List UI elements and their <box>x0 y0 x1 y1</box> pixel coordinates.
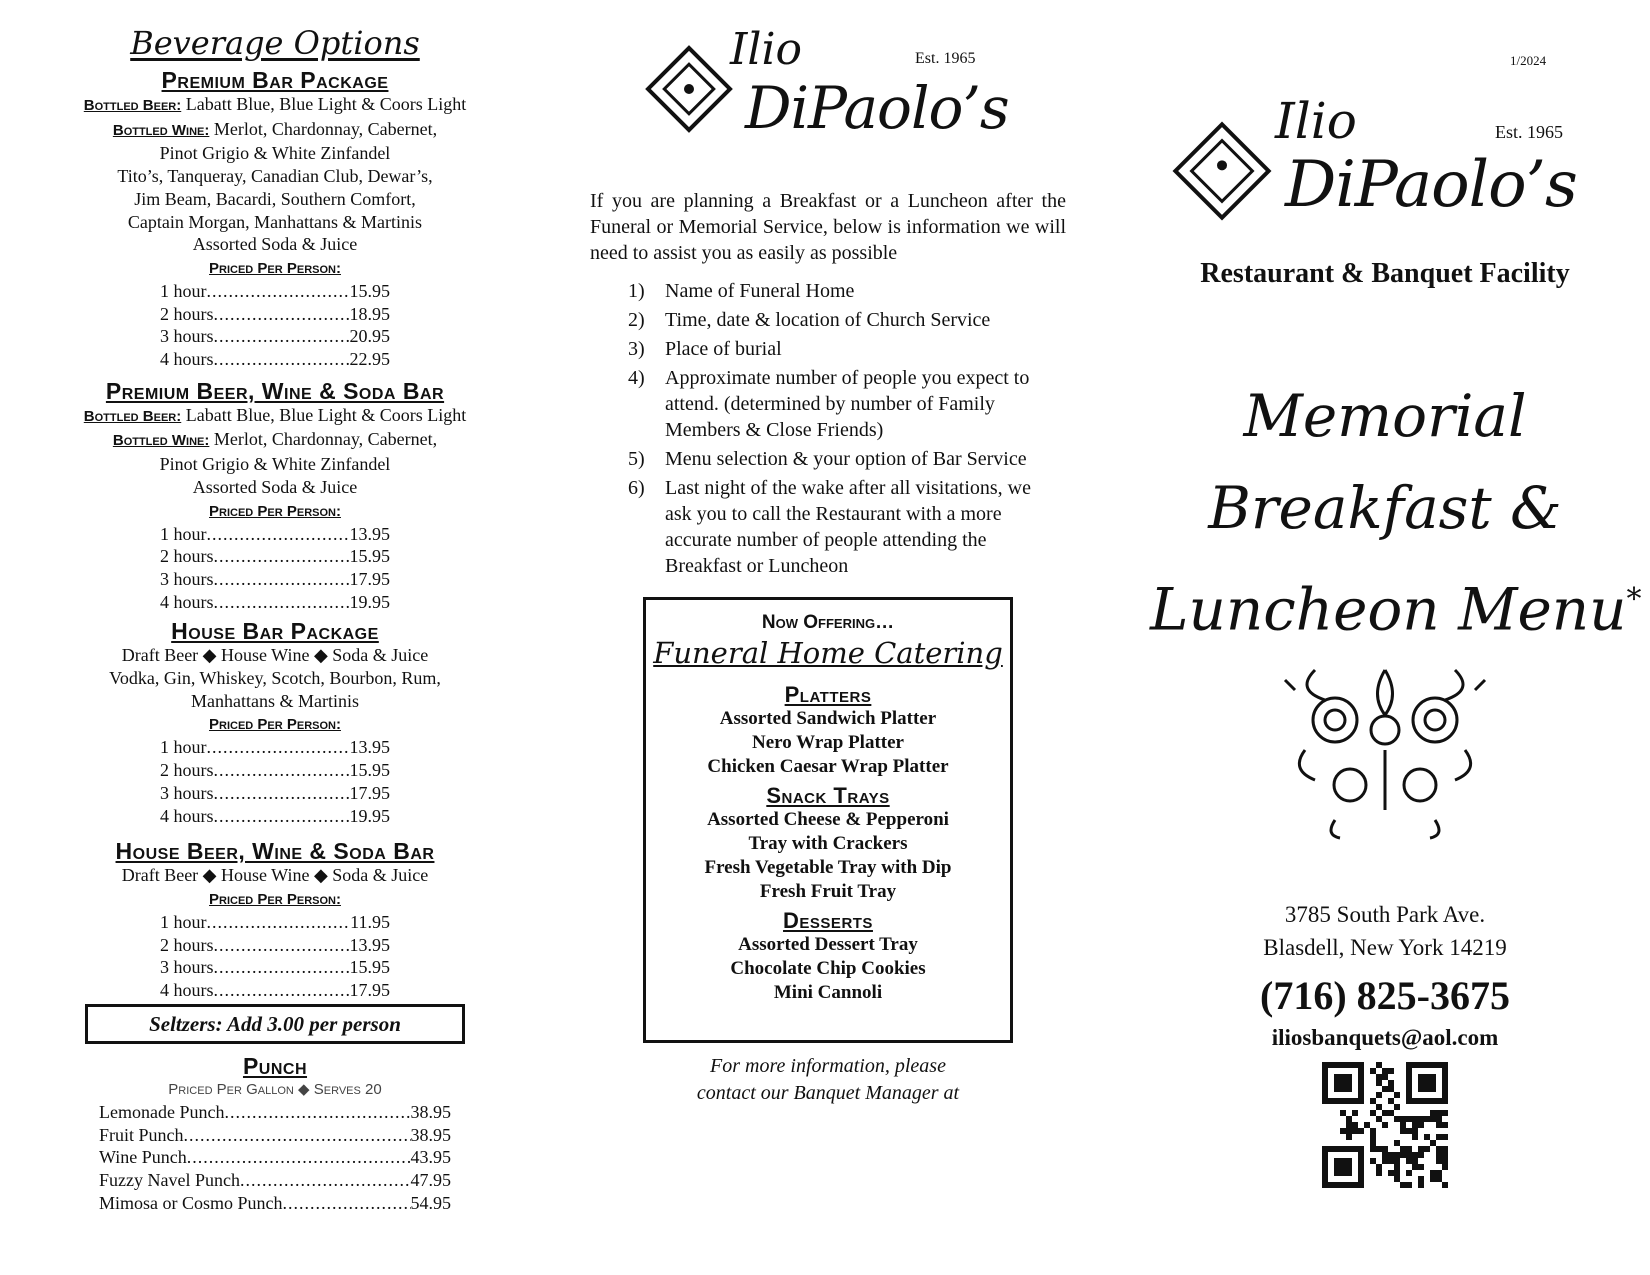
beverage-title: Beverage Options <box>130 24 420 62</box>
duration: 4 hours <box>160 591 214 612</box>
priced-label: Priced Per Person: <box>209 890 341 908</box>
info-list-item <box>628 307 1048 333</box>
item-number: 6) <box>628 477 645 499</box>
punch-name: Lemonade Punch <box>99 1101 225 1122</box>
price-row <box>160 979 390 1002</box>
contact-note <box>590 1053 1066 1107</box>
punch-subtitle: Priced Per Gallon ◆ Serves 20 <box>168 1080 382 1098</box>
duration: 4 hours <box>160 349 214 370</box>
price: 17.95 <box>349 568 390 589</box>
duration: 1 hour <box>160 737 207 758</box>
item-number: 2) <box>628 309 645 331</box>
punch-row <box>99 1101 451 1124</box>
punch-row <box>99 1192 451 1215</box>
dot-leader <box>214 591 350 614</box>
item-text: Name of Funeral Home <box>665 280 855 302</box>
duration: 3 hours <box>160 782 214 803</box>
item-text: Time, date & location of Church Service <box>665 309 991 331</box>
catering-title: Funeral Home Catering <box>653 636 1003 670</box>
section-heading: House Bar Package <box>171 618 379 645</box>
info-panel <box>590 0 1080 1275</box>
section-heading: Punch <box>242 1052 308 1079</box>
dot-leader <box>224 1101 410 1124</box>
logo-ilio: Ilio <box>730 24 803 75</box>
dot-leader <box>214 979 350 1002</box>
dot-leader <box>214 805 350 828</box>
description-line: Tito’s, Tanqueray, Canadian Club, Dewar’s, <box>117 166 433 187</box>
diamond-logo-icon <box>645 45 733 133</box>
price-row <box>160 523 390 546</box>
section-heading: Premium Beer, Wine & Soda Bar <box>105 377 445 404</box>
price: 13.95 <box>349 737 390 758</box>
text: Labatt Blue, Blue Light & Coors Light <box>185 404 467 425</box>
contact-line: contact our Banquet Manager at <box>696 1082 960 1104</box>
item-number: 4) <box>628 367 645 389</box>
description-line: Assorted Soda & Juice <box>192 476 358 497</box>
punch-row <box>99 1146 451 1169</box>
catering-item: Assorted Dessert Tray <box>738 934 918 955</box>
price-row <box>160 303 390 326</box>
dot-leader <box>207 280 350 303</box>
logo-ilio: Ilio <box>1275 92 1357 150</box>
dot-leader <box>207 736 350 759</box>
price-row <box>160 956 390 979</box>
price: 20.95 <box>349 326 390 347</box>
price: 22.95 <box>349 349 390 370</box>
logo-name: DiPaolo’s <box>1285 148 1577 222</box>
section-heading: Premium Bar Package <box>161 67 389 93</box>
duration: 1 hour <box>160 523 207 544</box>
qr-code-icon[interactable] <box>1322 1062 1448 1188</box>
facility-name: Restaurant & Banquet Facility <box>1200 258 1570 289</box>
duration: 4 hours <box>160 980 214 1001</box>
catering-item: Assorted Cheese & Pepperoni <box>707 809 949 830</box>
price: 18.95 <box>349 303 390 324</box>
beverage-panel <box>40 0 510 1275</box>
item-text: Place of burial <box>665 338 782 360</box>
dot-leader <box>187 1146 411 1169</box>
line-beer <box>40 93 510 118</box>
info-list-item <box>628 446 1048 472</box>
dot-leader <box>214 782 350 805</box>
catering-heading: Platters <box>784 682 872 707</box>
duration: 3 hours <box>160 568 214 589</box>
price-row <box>160 805 390 828</box>
info-list-item <box>628 365 1048 443</box>
catering-item: Mini Cannoli <box>773 982 883 1003</box>
dot-leader <box>214 348 350 371</box>
priced-label: Priced Per Person: <box>209 716 341 734</box>
ornament-icon <box>1275 650 1495 840</box>
logo-name: DiPaolo’s <box>745 74 1009 142</box>
info-list-item <box>628 336 1048 362</box>
item-number: 3) <box>628 338 645 360</box>
description-line: Pinot Grigio & White Zinfandel <box>159 454 391 475</box>
line-wine <box>40 118 510 143</box>
dot-leader <box>283 1192 411 1215</box>
punch-row <box>99 1169 451 1192</box>
seltzers-box: Seltzers: Add 3.00 per person <box>85 1004 465 1044</box>
now-offering: Now Offering… <box>761 612 895 633</box>
text: Merlot, Chardonnay, Cabernet, <box>213 429 438 450</box>
price: 15.95 <box>349 957 390 978</box>
price: 11.95 <box>350 911 390 932</box>
logo <box>1175 92 1595 226</box>
contact-line: For more information, please <box>710 1055 946 1077</box>
price-row <box>160 736 390 759</box>
text: Merlot, Chardonnay, Cabernet, <box>213 118 438 139</box>
label: Bottled Wine: <box>112 432 210 450</box>
price: 19.95 <box>349 805 390 826</box>
price: 19.95 <box>349 591 390 612</box>
est-year: Est. 1965 <box>1495 122 1564 142</box>
dot-leader <box>240 1169 411 1192</box>
price-row <box>160 591 390 614</box>
punch-name: Fuzzy Navel Punch <box>99 1169 240 1190</box>
address-line-2: Blasdell, New York 14219 <box>1263 935 1507 960</box>
text: Labatt Blue, Blue Light & Coors Light <box>185 94 467 114</box>
dot-leader <box>214 545 350 568</box>
label: Bottled Beer: <box>83 97 182 114</box>
catering-heading: Desserts <box>783 908 873 933</box>
duration: 1 hour <box>160 280 207 301</box>
catering-item: Fresh Fruit Tray <box>759 881 897 902</box>
title-line: Breakfast & <box>1208 474 1562 542</box>
price-row <box>160 348 390 371</box>
dot-leader <box>214 759 350 782</box>
dot-leader <box>214 325 350 348</box>
address-line-1: 3785 South Park Ave. <box>1284 902 1486 927</box>
catering-item: Tray with Crackers <box>748 833 908 854</box>
email-address[interactable]: iliosbanquets@aol.com <box>1271 1025 1499 1050</box>
priced-label: Priced Per Person: <box>209 502 341 520</box>
price: 15.95 <box>349 760 390 781</box>
catering-item: Chicken Caesar Wrap Platter <box>707 756 949 777</box>
price: 47.95 <box>410 1169 451 1190</box>
item-number: 1) <box>628 280 645 302</box>
phone-number[interactable]: (716) 825-3675 <box>1260 973 1510 1018</box>
price-row <box>160 325 390 348</box>
description-line: Pinot Grigio & White Zinfandel <box>159 143 391 164</box>
info-list-item <box>628 278 1048 304</box>
punch-name: Mimosa or Cosmo Punch <box>99 1192 283 1213</box>
price-row <box>160 280 390 303</box>
line-beer <box>40 404 510 429</box>
price: 38.95 <box>410 1124 451 1145</box>
price: 54.95 <box>410 1192 451 1213</box>
price: 13.95 <box>349 934 390 955</box>
info-list <box>628 278 1048 579</box>
price: 15.95 <box>349 280 390 301</box>
catering-box <box>643 597 1013 1043</box>
description-line: Manhattans & Martinis <box>191 690 359 711</box>
title-line: Luncheon Menu* <box>1150 575 1642 644</box>
line-wine <box>40 428 510 453</box>
cover-panel <box>1150 0 1642 1275</box>
catering-heading: Snack Trays <box>766 783 890 808</box>
duration: 2 hours <box>160 760 214 781</box>
price-row <box>160 911 390 934</box>
est-year: Est. 1965 <box>915 50 976 67</box>
price: 15.95 <box>349 546 390 567</box>
section-heading: House Beer, Wine & Soda Bar <box>115 838 435 865</box>
priced-label: Priced Per Person: <box>209 259 341 277</box>
price: 43.95 <box>410 1147 451 1168</box>
duration: 2 hours <box>160 546 214 567</box>
menu-title <box>1150 370 1642 655</box>
duration: 2 hours <box>160 303 214 324</box>
price-row <box>160 545 390 568</box>
punch-name: Wine Punch <box>99 1147 187 1168</box>
info-list-item <box>628 475 1048 579</box>
item-text: Approximate number of people you expect to attend. (determined by number of Family Members & Close Friends) <box>665 367 1030 441</box>
price: 17.95 <box>349 782 390 803</box>
catering-item: Assorted Sandwich Platter <box>719 708 937 729</box>
price: 38.95 <box>410 1101 451 1122</box>
label: Bottled Beer: <box>83 407 182 425</box>
price-row <box>160 759 390 782</box>
dot-leader <box>214 568 350 591</box>
catering-item: Chocolate Chip Cookies <box>730 958 926 979</box>
catering-item: Fresh Vegetable Tray with Dip <box>704 857 952 878</box>
intro-text: If you are planning a Breakfast or a Luncheon after the Funeral or Memorial Service, below is information we will need to assist you as easily as possible <box>590 190 1066 264</box>
dot-leader <box>207 911 351 934</box>
description-line: Draft Beer ◆ House Wine ◆ Soda & Juice <box>121 865 429 886</box>
date-code: 1/2024 <box>1510 53 1547 68</box>
punch-row <box>99 1124 451 1147</box>
duration: 2 hours <box>160 934 214 955</box>
description-line: Assorted Soda & Juice <box>192 234 358 255</box>
dot-leader <box>207 523 350 546</box>
item-text: Menu selection & your option of Bar Service <box>665 448 1027 470</box>
description-line: Captain Morgan, Manhattans & Martinis <box>127 211 423 232</box>
item-text: Last night of the wake after all visitations, we ask you to call the Restaurant with a more accurate number of people attending the Breakfast or Luncheon <box>665 477 1032 577</box>
duration: 1 hour <box>160 911 207 932</box>
duration: 3 hours <box>160 326 214 347</box>
price-row <box>160 782 390 805</box>
price-row <box>160 568 390 591</box>
price: 17.95 <box>349 980 390 1001</box>
duration: 4 hours <box>160 805 214 826</box>
dot-leader <box>214 956 350 979</box>
logo <box>650 24 1009 158</box>
label: Bottled Wine: <box>112 121 210 139</box>
dot-leader <box>214 934 350 957</box>
description-line: Vodka, Gin, Whiskey, Scotch, Bourbon, Rum, <box>109 668 441 689</box>
price-row <box>160 934 390 957</box>
dot-leader <box>214 303 350 326</box>
price: 13.95 <box>349 523 390 544</box>
title-line: Memorial <box>1243 382 1527 450</box>
description-line: Draft Beer ◆ House Wine ◆ Soda & Juice <box>121 645 429 666</box>
diamond-logo-icon <box>1173 122 1272 221</box>
item-number: 5) <box>628 448 645 470</box>
dot-leader <box>184 1124 411 1147</box>
description-line: Jim Beam, Bacardi, Southern Comfort, <box>134 188 416 209</box>
duration: 3 hours <box>160 957 214 978</box>
catering-item: Nero Wrap Platter <box>752 732 904 753</box>
punch-name: Fruit Punch <box>99 1124 184 1145</box>
